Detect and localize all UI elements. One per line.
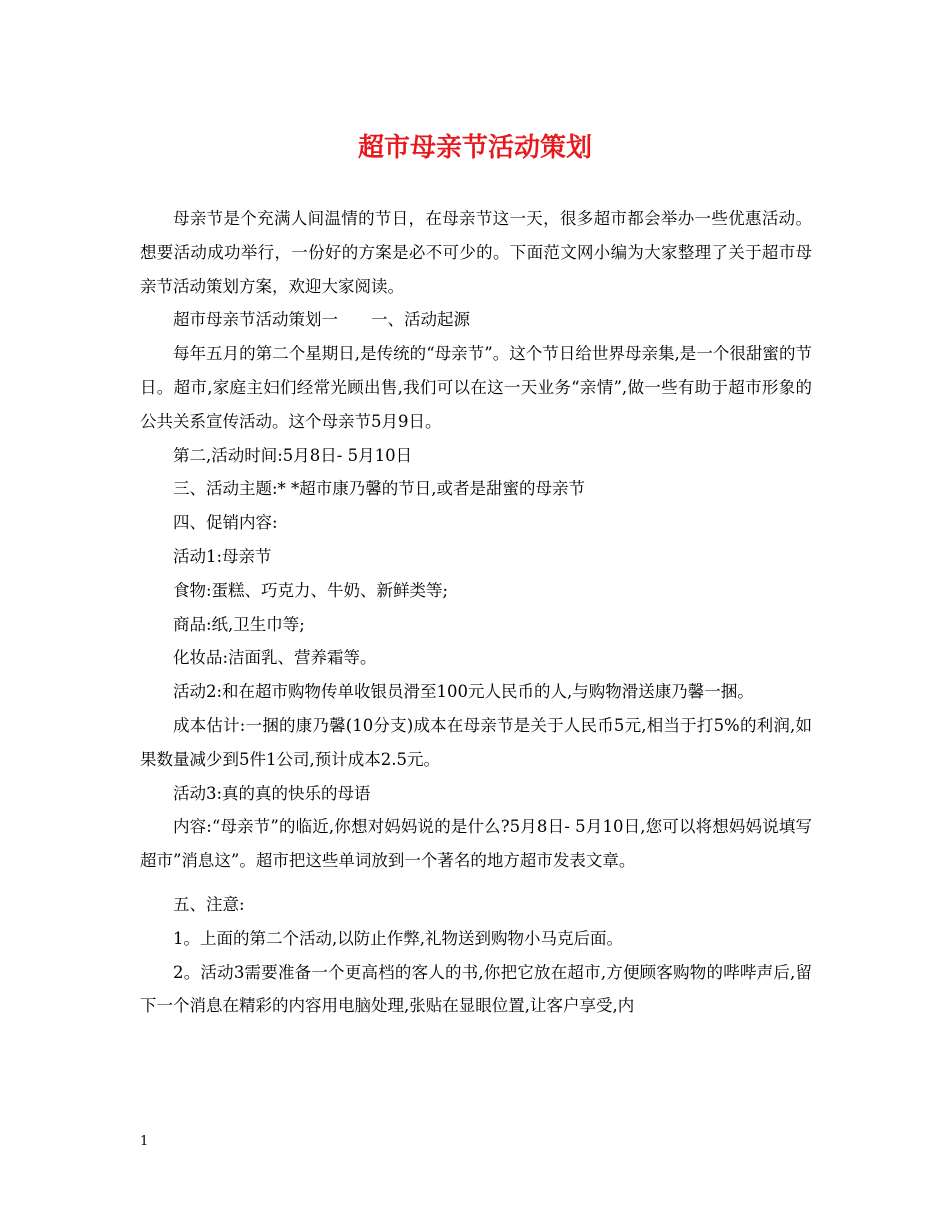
paragraph-plan-heading: 超市母亲节活动策划一 一、活动起源 <box>173 310 470 330</box>
paragraph-time: 第二,活动时间:5月8日- 5月10日 <box>173 445 413 465</box>
page-number: 1 <box>140 1134 149 1149</box>
paragraph-notes-heading: 五、注意: <box>173 894 245 914</box>
document-title: 超市母亲节活动策划 <box>357 133 592 163</box>
paragraph-origin: 每年五月的第二个星期日,是传统的“母亲节”。这个节日给世界母亲集,是一个很甜蜜的节日。超市,家庭主妇们经常光顾出售,我们可以在这一天业务“亲情”,做一些有助于超市形象的公共关系宣传活动。这个母亲节5月9日。 <box>140 344 812 431</box>
paragraph-note-1: 1。上面的第二个活动,以防止作弊,礼物送到购物小马克后面。 <box>173 928 623 948</box>
document-body <box>140 202 812 1023</box>
paragraph-cosmetics: 化妆品:洁面乳、营养霜等。 <box>173 648 377 668</box>
paragraph-activity-3: 活动3:真的真的快乐的母语 <box>173 783 371 803</box>
paragraph-note-2: 2。活动3需要准备一个更高档的客人的书,你把它放在超市,方便顾客购物的哔哔声后,留下一个消息在精彩的内容用电脑处理,张贴在显眼位置,让客户享受,内 <box>140 962 812 1016</box>
paragraph-activity-1: 活动1:母亲节 <box>173 546 272 566</box>
paragraph-activity-2: 活动2:和在超市购物传单收银员滑至100元人民币的人,与购物滑送康乃馨一捆。 <box>173 682 754 702</box>
paragraph-theme: 三、活动主题:* *超市康乃馨的节日,或者是甜蜜的母亲节 <box>173 479 586 499</box>
paragraph-goods: 商品:纸,卫生巾等; <box>173 614 305 634</box>
paragraph-promo-heading: 四、促销内容: <box>173 513 278 533</box>
paragraph-cost: 成本估计:一捆的康乃馨(10分支)成本在母亲节是关于人民币5元,相当于打5%的利润,如果数量减少到5件1公司,预计成本2.5元。 <box>140 715 812 769</box>
paragraph-intro: 母亲节是个充满人间温情的节日，在母亲节这一天，很多超市都会举办一些优惠活动。想要活动成功举行，一份好的方案是必不可少的。下面范文网小编为大家整理了关于超市母亲节活动策划方案，欢迎大家阅读。 <box>140 209 812 296</box>
paragraph-activity-3-content: 内容:“母亲节”的临近,你想对妈妈说的是什么?5月8日- 5月10日,您可以将想妈妈说填写超市”消息这”。超市把这些单词放到一个著名的地方超市发表文章。 <box>140 817 812 871</box>
paragraph-food: 食物:蛋糕、巧克力、牛奶、新鲜类等; <box>173 580 449 600</box>
